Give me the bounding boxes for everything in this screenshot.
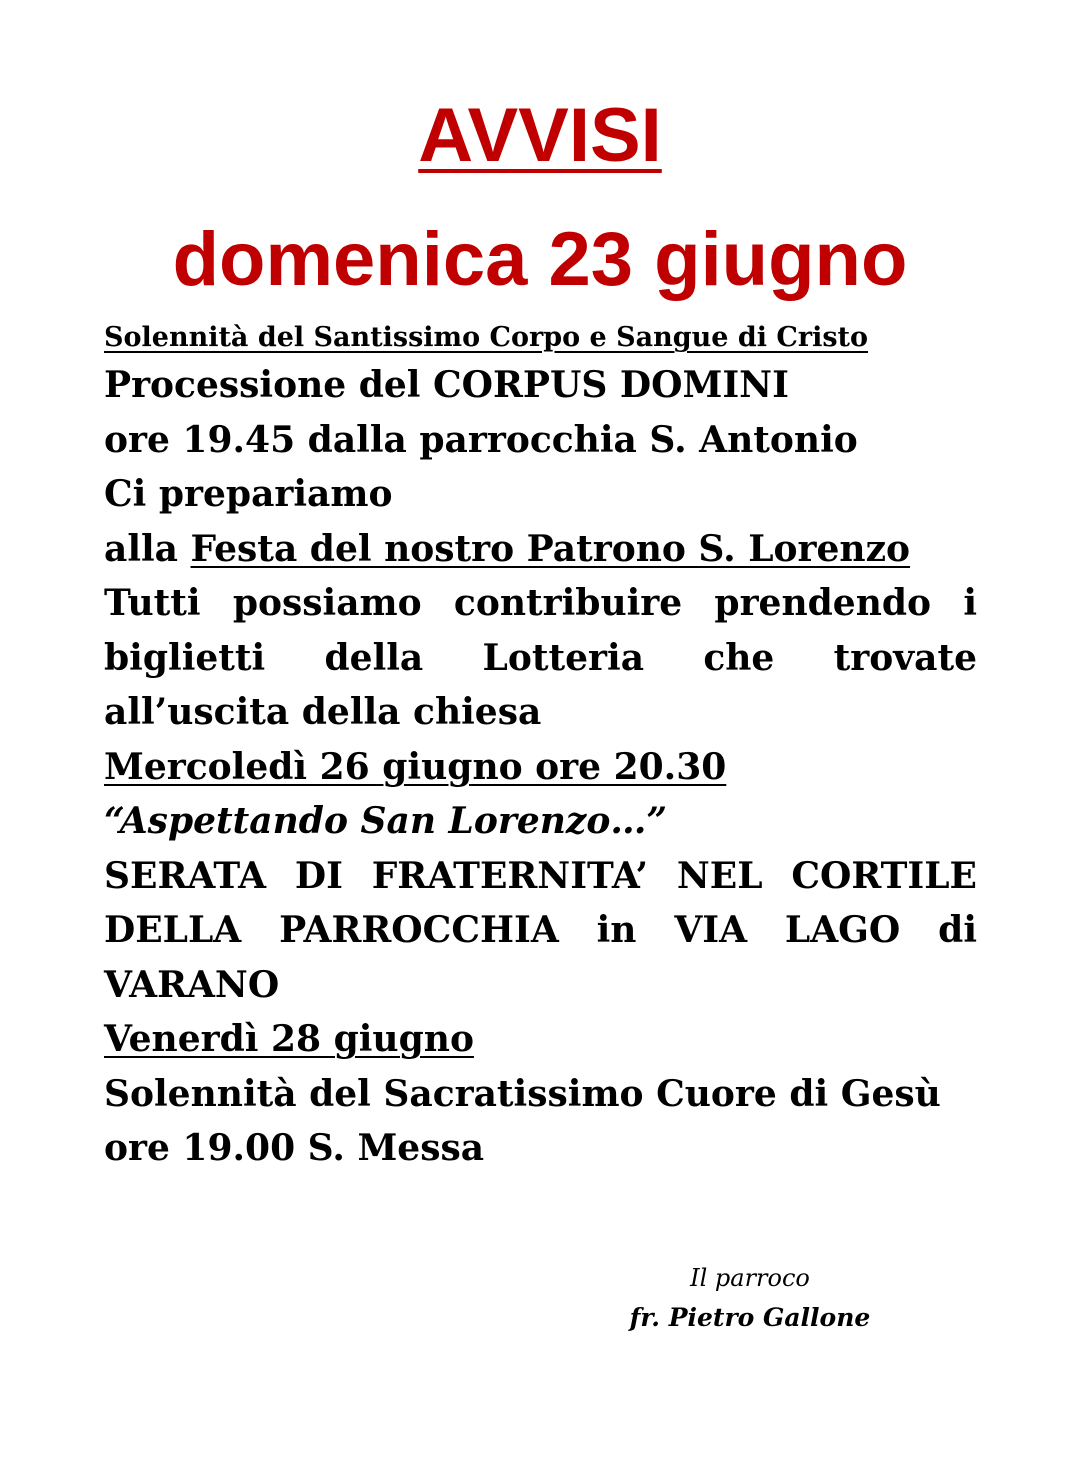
page-title-text: AVVISI xyxy=(418,93,662,178)
signature-role: Il parroco xyxy=(690,1264,810,1292)
friday-date: Venerdì 28 giugno xyxy=(104,1018,474,1060)
lottery-paragraph: Tutti possiamo contribuire prendendo i biglietti della Lotteria che trovate all’uscita della chiesa xyxy=(104,582,977,733)
procession-title: Processione del CORPUS DOMINI xyxy=(104,364,789,406)
solemnity-subtitle: Solennità del Santissimo Corpo e Sangue di Cristo xyxy=(104,322,869,353)
procession-time: ore 19.45 dalla parrocchia S. Antonio xyxy=(104,418,858,461)
festa-patron: Festa del nostro Patrono S. Lorenzo xyxy=(190,527,911,570)
signature-name: fr. Pietro Gallone xyxy=(629,1303,871,1332)
signature-block xyxy=(600,1258,900,1338)
friday-mass: ore 19.00 S. Messa xyxy=(104,1127,485,1169)
page-title xyxy=(0,88,1080,184)
wednesday-details: SERATA DI FRATERNITA’ NEL CORTILE DELLA PARROCCHIA in VIA LAGO di VARANO xyxy=(104,854,977,1006)
wednesday-date: Mercoledì 26 giugno ore 20.30 xyxy=(104,745,727,788)
wednesday-event-title: “Aspettando San Lorenzo…” xyxy=(104,800,668,842)
notice-body xyxy=(104,318,977,1176)
friday-event: Solennità del Sacratissimo Cuore di Gesù xyxy=(104,1072,941,1115)
prepare-line: Ci prepariamo xyxy=(104,473,393,515)
festa-prefix: alla xyxy=(104,527,191,570)
festa-line xyxy=(104,522,977,577)
page-date: domenica 23 giugno xyxy=(172,217,908,302)
